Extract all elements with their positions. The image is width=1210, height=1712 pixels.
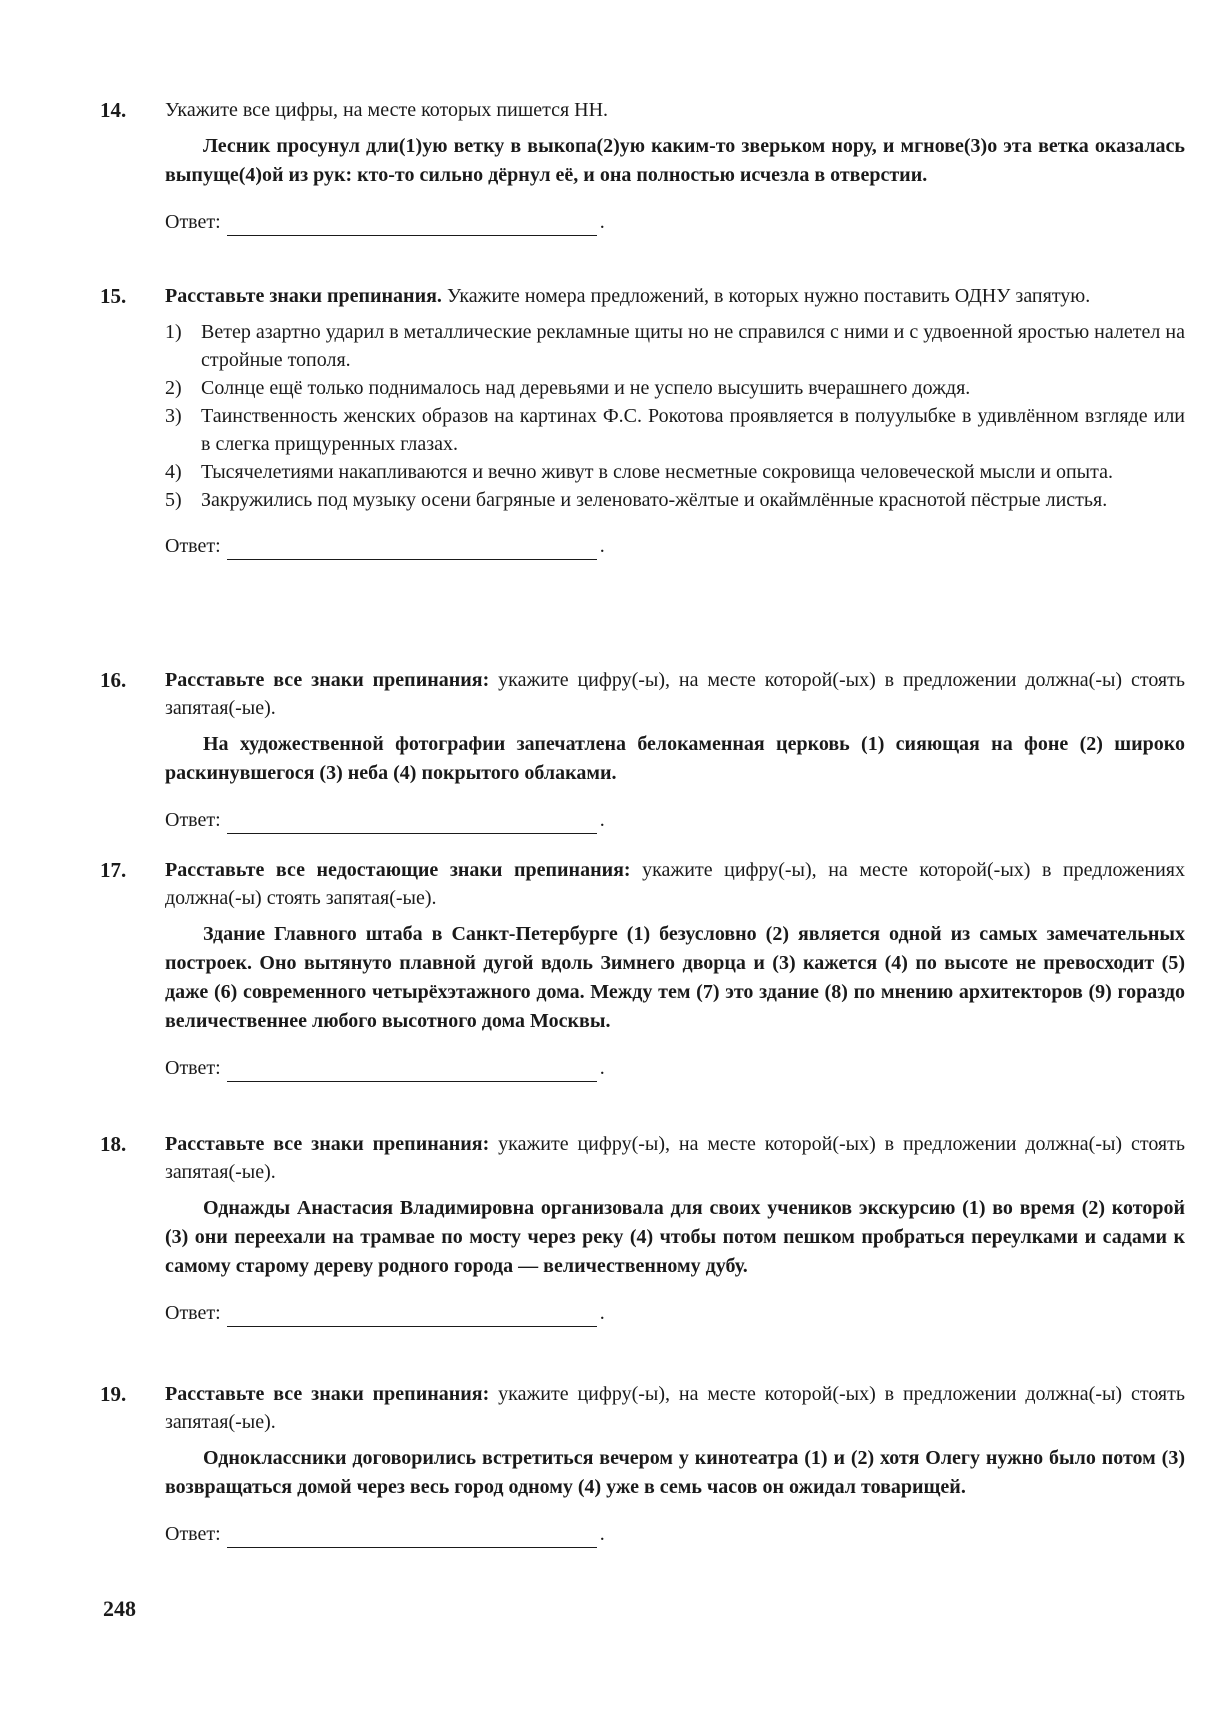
- answer-row: Ответ: .: [165, 1520, 1185, 1548]
- task-prompt: Расставьте все недостающие знаки препинания: укажите цифру(-ы), на месте которой(-ых) в предложениях должна(-ы) стоять запятая(-ые).: [165, 859, 1185, 909]
- task-sentence: Здание Главного штаба в Санкт-Петербурге (1) безусловно (2) является одной из самых замечательных построек. Оно вытянуто плавной дугой вдоль Зимнего дворца и (3) кажется (4) по высоте не превосходит (5) даже (6) современного четырёхэтажного дома. Между тем (7) это здание (8) по мнению архитекторов (9) гораздо величественнее любого высотного дома Москвы.: [165, 923, 1185, 1032]
- answer-blank[interactable]: [227, 1527, 597, 1548]
- answer-label: Ответ:: [165, 1302, 221, 1324]
- answer-label: Ответ:: [165, 535, 221, 557]
- answer-label: Ответ:: [165, 1057, 221, 1079]
- list-item: 1) Ветер азартно ударил в металлические рекламные щиты но не справился с ними и с удвоенной яростью налетел на стройные тополя.: [165, 321, 1185, 371]
- answer-blank[interactable]: [227, 539, 597, 560]
- task-18: [100, 1130, 1190, 1327]
- answer-blank[interactable]: [227, 813, 597, 834]
- task-prompt: Расставьте все знаки препинания: укажите цифру(-ы), на месте которой(-ых) в предложении должна(-ы) стоять запятая(-ые).: [165, 1133, 1185, 1183]
- list-item: 5) Закружились под музыку осени багряные и зеленовато-жёлтые и окаймлённые краснотой пёстрые листья.: [165, 489, 1108, 511]
- task-prompt: Укажите все цифры, на месте которых пишется НН.: [165, 99, 609, 121]
- answer-row: Ответ: .: [165, 1054, 1185, 1082]
- answer-blank[interactable]: [227, 215, 597, 236]
- task-number: 14.: [100, 98, 127, 122]
- task-14: [100, 96, 1190, 236]
- task-sentence: Одноклассники договорились встретиться вечером у кинотеатра (1) и (2) хотя Олегу нужно было потом (3) возвращаться домой через весь город одному (4) уже в семь часов он ожидал товарищей.: [165, 1447, 1185, 1498]
- list-item: 4) Тысячелетиями накапливаются и вечно живут в слове несметные сокровища человеческой мысли и опыта.: [165, 461, 1113, 483]
- task-number: 19.: [100, 1382, 127, 1406]
- task-sentence: На художественной фотографии запечатлена белокаменная церковь (1) сияющая на фоне (2) широко раскинувшегося (3) неба (4) покрытого облаками.: [165, 733, 1185, 784]
- answer-row: Ответ: .: [165, 208, 1185, 236]
- task-prompt: Расставьте все знаки препинания: укажите цифру(-ы), на месте которой(-ых) в предложении должна(-ы) стоять запятая(-ые).: [165, 1383, 1185, 1433]
- task-19: [100, 1380, 1190, 1548]
- answer-row: Ответ: .: [165, 806, 1185, 834]
- answer-label: Ответ:: [165, 1523, 221, 1545]
- task-prompt: Расставьте знаки препинания. Укажите номера предложений, в которых нужно поставить ОДНУ запятую.: [165, 285, 1091, 307]
- task-17: [100, 856, 1190, 1082]
- sentence-options: [165, 318, 1185, 514]
- answer-row: Ответ: .: [165, 1299, 1185, 1327]
- list-item: 2) Солнце ещё только поднималось над деревьями и не успело высушить вчерашнего дождя.: [165, 377, 971, 399]
- answer-blank[interactable]: [227, 1061, 597, 1082]
- task-number: 17.: [100, 858, 127, 882]
- answer-row: Ответ: .: [165, 532, 1185, 560]
- task-prompt: Расставьте все знаки препинания: укажите цифру(-ы), на месте которой(-ых) в предложении должна(-ы) стоять запятая(-ые).: [165, 669, 1185, 719]
- list-item: 3) Таинственность женских образов на картинах Ф.С. Рокотова проявляется в полуулыбке в удивлённом взгляде или в слегка прищуренных глазах.: [165, 405, 1185, 455]
- task-16: [100, 666, 1190, 834]
- answer-blank[interactable]: [227, 1306, 597, 1327]
- task-number: 18.: [100, 1132, 127, 1156]
- task-number: 16.: [100, 668, 127, 692]
- page-number: 248: [103, 1596, 136, 1621]
- answer-label: Ответ:: [165, 809, 221, 831]
- task-number: 15.: [100, 284, 127, 308]
- task-sentence: Лесник просунул дли(1)ую ветку в выкопа(2)ую каким-то зверьком нору, и мгнове(3)о эта ветка оказалась выпуще(4)ой из рук: кто-то сильно дёрнул её, и она полностью исчезла в отверстии.: [165, 135, 1185, 186]
- task-15: [100, 282, 1190, 560]
- answer-label: Ответ:: [165, 211, 221, 233]
- task-sentence: Однажды Анастасия Владимировна организовала для своих учеников экскурсию (1) во время (2) которой (3) они переехали на трамвае по мосту через реку (4) чтобы потом пешком пробраться переулками и садами к самому старому дереву родного города — величественному дубу.: [165, 1197, 1185, 1277]
